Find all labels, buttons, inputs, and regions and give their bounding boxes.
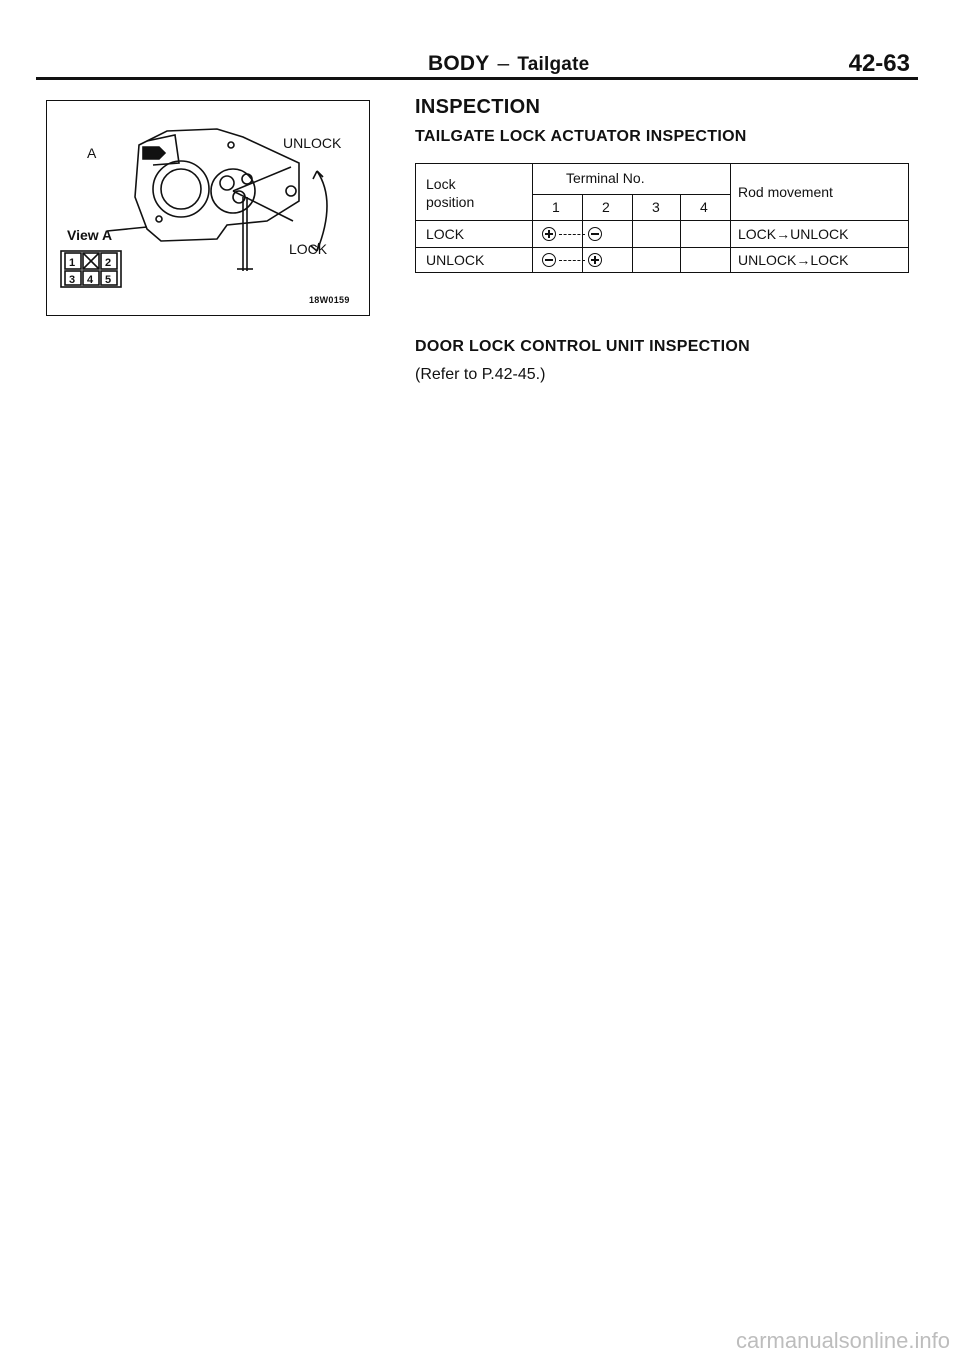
watermark: carmanualsonline.info xyxy=(735,1328,950,1353)
control-unit-inspection-heading: DOOR LOCK CONTROL UNIT INSPECTION xyxy=(415,338,750,355)
table-grid-line xyxy=(532,164,533,272)
table-grid-line xyxy=(632,194,633,272)
connector-pin-5: 5 xyxy=(105,274,112,286)
actuator-figure xyxy=(46,100,370,316)
table-grid-line xyxy=(416,220,908,221)
page-number: 42-63 xyxy=(848,50,910,77)
positive-terminal-icon xyxy=(588,253,602,267)
row-unlock-rod-movement: UNLOCK→LOCK xyxy=(738,252,849,268)
lock-label: LOCK xyxy=(289,241,328,257)
row-lock-terminals xyxy=(542,226,602,242)
page-title xyxy=(428,52,589,76)
header-lock-position-line2: position xyxy=(426,194,475,210)
title-dash: – xyxy=(497,52,510,75)
actuator-inspection-heading: TAILGATE LOCK ACTUATOR INSPECTION xyxy=(415,128,747,145)
row-lock-position: LOCK xyxy=(426,226,465,242)
header-rule xyxy=(36,77,918,80)
view-a-label: View A xyxy=(67,227,113,243)
arrow-a-label: A xyxy=(87,145,97,161)
header-terminal-no: Terminal No. xyxy=(566,170,645,186)
header-lock-position-line1: Lock xyxy=(426,176,456,192)
row-unlock-terminals xyxy=(542,252,602,268)
figure-code: 18W0159 xyxy=(309,295,350,305)
terminal-3-label: 3 xyxy=(652,199,660,215)
connector-pin-4: 4 xyxy=(87,274,94,286)
row-lock-rod-movement: LOCK→UNLOCK xyxy=(738,226,849,242)
unlock-label: UNLOCK xyxy=(283,135,342,151)
subsection-title: Tailgate xyxy=(517,54,590,75)
actuator-inspection-table xyxy=(415,163,909,273)
table-grid-line xyxy=(730,164,731,272)
row-unlock-position: UNLOCK xyxy=(426,252,485,268)
connector-pin-3: 3 xyxy=(69,274,76,286)
terminal-1-label: 1 xyxy=(552,199,560,215)
inspection-heading: INSPECTION xyxy=(415,96,541,118)
table-grid-line xyxy=(680,194,681,272)
reference-note: (Refer to P.42-45.) xyxy=(415,366,546,383)
actuator-drawing xyxy=(47,101,369,315)
negative-terminal-icon xyxy=(588,227,602,241)
positive-terminal-icon xyxy=(542,227,556,241)
table-grid-line xyxy=(416,247,908,248)
negative-terminal-icon xyxy=(542,253,556,267)
connector-pin-1: 1 xyxy=(69,257,76,269)
section-title: BODY xyxy=(428,52,490,75)
connection-dash xyxy=(559,260,585,261)
page-header xyxy=(36,44,918,80)
table-grid-line xyxy=(532,194,730,195)
header-rod-movement: Rod movement xyxy=(738,184,833,200)
terminal-4-label: 4 xyxy=(700,199,708,215)
connection-dash xyxy=(559,234,585,235)
connector-pin-2: 2 xyxy=(105,257,112,269)
terminal-2-label: 2 xyxy=(602,199,610,215)
